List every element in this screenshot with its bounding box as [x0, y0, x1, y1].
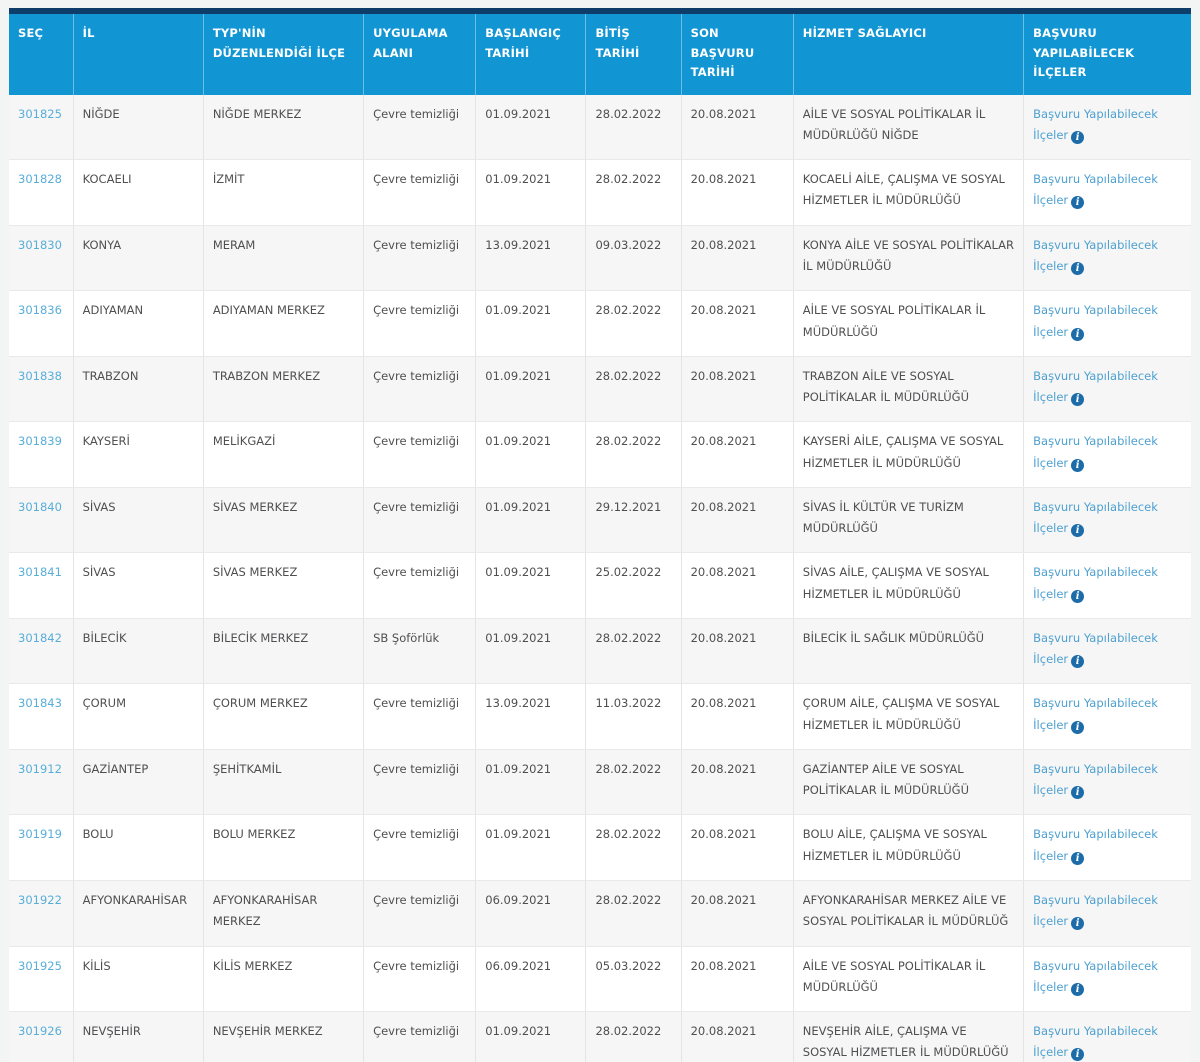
column-header-alan: UYGULAMA ALANI: [364, 14, 476, 95]
column-header-son: SON BAŞVURU TARİHİ: [681, 14, 793, 95]
cell-uygulama-alani: SB Şoförlük: [364, 618, 476, 684]
row-id-link[interactable]: 301925: [18, 958, 62, 973]
cell-hizmet-saglayici: SİVAS İL KÜLTÜR VE TURİZM MÜDÜRLÜĞÜ: [793, 487, 1023, 553]
info-icon: i: [1071, 852, 1084, 865]
cell-bitis-tarihi: 28.02.2022: [586, 95, 681, 160]
cell-baslangic-tarihi: 01.09.2021: [476, 1012, 586, 1062]
cell-il: KİLİS: [73, 946, 203, 1012]
row-id-link[interactable]: 301842: [18, 630, 62, 645]
column-header-il: İL: [73, 14, 203, 95]
cell-uygulama-alani: Çevre temizliği: [364, 95, 476, 160]
table-row: [9, 749, 1191, 815]
basvuru-yapilabilecek-ilceler-link[interactable]: [1033, 827, 1158, 862]
basvuru-yapilabilecek-ilceler-link[interactable]: [1033, 565, 1158, 600]
cell-baslangic-tarihi: 13.09.2021: [476, 684, 586, 750]
cell-bitis-tarihi: 28.02.2022: [586, 160, 681, 226]
cell-uygulama-alani: Çevre temizliği: [364, 553, 476, 619]
row-id-link[interactable]: 301838: [18, 368, 62, 383]
cell-uygulama-alani: Çevre temizliği: [364, 881, 476, 947]
cell-ilce: SİVAS MERKEZ: [203, 553, 363, 619]
basvuru-link-label: Başvuru Yapılabilecek İlçeler: [1033, 303, 1158, 339]
cell-son-basvuru-tarihi: 20.08.2021: [681, 291, 793, 357]
cell-ilce: KİLİS MERKEZ: [203, 946, 363, 1012]
cell-bitis-tarihi: 28.02.2022: [586, 881, 681, 947]
cell-ilce: BOLU MERKEZ: [203, 815, 363, 881]
cell-hizmet-saglayici: KAYSERİ AİLE, ÇALIŞMA VE SOSYAL HİZMETLER İL MÜDÜRLÜĞÜ: [793, 422, 1023, 488]
info-icon: i: [1071, 655, 1084, 668]
cell-baslangic-tarihi: 01.09.2021: [476, 487, 586, 553]
info-icon: i: [1071, 459, 1084, 472]
basvuru-link-label: Başvuru Yapılabilecek İlçeler: [1033, 958, 1158, 994]
cell-il: BİLECİK: [73, 618, 203, 684]
cell-il: TRABZON: [73, 356, 203, 422]
cell-son-basvuru-tarihi: 20.08.2021: [681, 749, 793, 815]
cell-ilce: ŞEHİTKAMİL: [203, 749, 363, 815]
cell-son-basvuru-tarihi: 20.08.2021: [681, 422, 793, 488]
info-icon: i: [1071, 721, 1084, 734]
cell-uygulama-alani: Çevre temizliği: [364, 1012, 476, 1062]
cell-son-basvuru-tarihi: 20.08.2021: [681, 618, 793, 684]
cell-hizmet-saglayici: KONYA AİLE VE SOSYAL POLİTİKALAR İL MÜDÜRLÜĞÜ: [793, 225, 1023, 291]
column-header-baslangic: BAŞLANGIÇ TARİHİ: [476, 14, 586, 95]
cell-bitis-tarihi: 28.02.2022: [586, 815, 681, 881]
cell-bitis-tarihi: 28.02.2022: [586, 618, 681, 684]
cell-bitis-tarihi: 28.02.2022: [586, 1012, 681, 1062]
cell-baslangic-tarihi: 01.09.2021: [476, 749, 586, 815]
cell-hizmet-saglayici: TRABZON AİLE VE SOSYAL POLİTİKALAR İL MÜDÜRLÜĞÜ: [793, 356, 1023, 422]
info-icon: i: [1071, 590, 1084, 603]
cell-bitis-tarihi: 05.03.2022: [586, 946, 681, 1012]
row-id-link[interactable]: 301825: [18, 106, 62, 121]
cell-uygulama-alani: Çevre temizliği: [364, 160, 476, 226]
cell-il: ADIYAMAN: [73, 291, 203, 357]
cell-bitis-tarihi: 28.02.2022: [586, 356, 681, 422]
row-id-link[interactable]: 301836: [18, 303, 62, 318]
basvuru-link-label: Başvuru Yapılabilecek İlçeler: [1033, 696, 1158, 732]
info-icon: i: [1071, 786, 1084, 799]
cell-hizmet-saglayici: GAZİANTEP AİLE VE SOSYAL POLİTİKALAR İL MÜDÜRLÜĞÜ: [793, 749, 1023, 815]
basvuru-yapilabilecek-ilceler-link[interactable]: [1033, 500, 1158, 535]
cell-baslangic-tarihi: 01.09.2021: [476, 618, 586, 684]
cell-bitis-tarihi: 25.02.2022: [586, 553, 681, 619]
cell-son-basvuru-tarihi: 20.08.2021: [681, 946, 793, 1012]
table-header: [9, 14, 1191, 95]
basvuru-link-label: Başvuru Yapılabilecek İlçeler: [1033, 172, 1158, 208]
cell-il: AFYONKARAHİSAR: [73, 881, 203, 947]
cell-baslangic-tarihi: 01.09.2021: [476, 356, 586, 422]
cell-uygulama-alani: Çevre temizliği: [364, 815, 476, 881]
basvuru-link-label: Başvuru Yapılabilecek İlçeler: [1033, 106, 1158, 142]
cell-ilce: NEVŞEHİR MERKEZ: [203, 1012, 363, 1062]
table-row: [9, 356, 1191, 422]
cell-hizmet-saglayici: ÇORUM AİLE, ÇALIŞMA VE SOSYAL HİZMETLER İL MÜDÜRLÜĞÜ: [793, 684, 1023, 750]
cell-son-basvuru-tarihi: 20.08.2021: [681, 225, 793, 291]
info-icon: i: [1071, 262, 1084, 275]
basvuru-yapilabilecek-ilceler-link[interactable]: [1033, 172, 1158, 207]
cell-hizmet-saglayici: AİLE VE SOSYAL POLİTİKALAR İL MÜDÜRLÜĞÜ: [793, 291, 1023, 357]
table-row: [9, 881, 1191, 947]
cell-son-basvuru-tarihi: 20.08.2021: [681, 160, 793, 226]
cell-uygulama-alani: Çevre temizliği: [364, 356, 476, 422]
table-row: [9, 618, 1191, 684]
row-id-link[interactable]: 301926: [18, 1024, 62, 1039]
cell-bitis-tarihi: 09.03.2022: [586, 225, 681, 291]
column-header-sec: SEÇ: [9, 14, 73, 95]
info-icon: i: [1071, 328, 1084, 341]
cell-ilce: BİLECİK MERKEZ: [203, 618, 363, 684]
cell-son-basvuru-tarihi: 20.08.2021: [681, 881, 793, 947]
cell-il: GAZİANTEP: [73, 749, 203, 815]
basvuru-yapilabilecek-ilceler-link[interactable]: [1033, 696, 1158, 731]
basvuru-link-label: Başvuru Yapılabilecek İlçeler: [1033, 237, 1158, 273]
basvuru-yapilabilecek-ilceler-link[interactable]: [1033, 369, 1158, 404]
cell-baslangic-tarihi: 01.09.2021: [476, 553, 586, 619]
table-row: [9, 422, 1191, 488]
table-row: [9, 553, 1191, 619]
table-row: [9, 291, 1191, 357]
cell-baslangic-tarihi: 06.09.2021: [476, 881, 586, 947]
cell-ilce: SİVAS MERKEZ: [203, 487, 363, 553]
cell-son-basvuru-tarihi: 20.08.2021: [681, 684, 793, 750]
row-id-link[interactable]: 301922: [18, 893, 62, 908]
cell-uygulama-alani: Çevre temizliği: [364, 946, 476, 1012]
basvuru-yapilabilecek-ilceler-link[interactable]: [1033, 238, 1158, 273]
cell-hizmet-saglayici: AFYONKARAHİSAR MERKEZ AİLE VE SOSYAL POLİTİKALAR İL MÜDÜRLÜĞ: [793, 881, 1023, 947]
basvuru-link-label: Başvuru Yapılabilecek İlçeler: [1033, 565, 1158, 601]
info-icon: i: [1071, 917, 1084, 930]
cell-son-basvuru-tarihi: 20.08.2021: [681, 95, 793, 160]
cell-son-basvuru-tarihi: 20.08.2021: [681, 356, 793, 422]
cell-il: KAYSERİ: [73, 422, 203, 488]
basvuru-yapilabilecek-ilceler-link[interactable]: [1033, 1024, 1158, 1059]
cell-ilce: ADIYAMAN MERKEZ: [203, 291, 363, 357]
cell-il: KOCAELI: [73, 160, 203, 226]
basvuru-link-label: Başvuru Yapılabilecek İlçeler: [1033, 827, 1158, 863]
cell-hizmet-saglayici: SİVAS AİLE, ÇALIŞMA VE SOSYAL HİZMETLER İL MÜDÜRLÜĞÜ: [793, 553, 1023, 619]
cell-son-basvuru-tarihi: 20.08.2021: [681, 487, 793, 553]
cell-il: SİVAS: [73, 553, 203, 619]
table-row: [9, 487, 1191, 553]
cell-baslangic-tarihi: 01.09.2021: [476, 815, 586, 881]
cell-son-basvuru-tarihi: 20.08.2021: [681, 1012, 793, 1062]
basvuru-link-label: Başvuru Yapılabilecek İlçeler: [1033, 893, 1158, 929]
row-id-link[interactable]: 301830: [18, 237, 62, 252]
cell-ilce: ÇORUM MERKEZ: [203, 684, 363, 750]
table-row: [9, 160, 1191, 226]
cell-ilce: TRABZON MERKEZ: [203, 356, 363, 422]
cell-uygulama-alani: Çevre temizliği: [364, 291, 476, 357]
cell-baslangic-tarihi: 01.09.2021: [476, 422, 586, 488]
table-row: [9, 815, 1191, 881]
basvuru-link-label: Başvuru Yapılabilecek İlçeler: [1033, 630, 1158, 667]
cell-uygulama-alani: Çevre temizliği: [364, 422, 476, 488]
cell-baslangic-tarihi: 01.09.2021: [476, 160, 586, 226]
table-row: [9, 95, 1191, 160]
cell-hizmet-saglayici: AİLE VE SOSYAL POLİTİKALAR İL MÜDÜRLÜĞÜ: [793, 946, 1023, 1012]
column-header-saglayici: HİZMET SAĞLAYICI: [793, 14, 1023, 95]
row-id-link[interactable]: 301839: [18, 434, 62, 449]
basvuru-yapilabilecek-ilceler-link[interactable]: [1033, 631, 1158, 666]
cell-ilce: AFYONKARAHİSAR MERKEZ: [203, 881, 363, 947]
cell-il: NİĞDE: [73, 95, 203, 160]
cell-ilce: NİĞDE MERKEZ: [203, 95, 363, 160]
row-id-link[interactable]: 301828: [18, 172, 62, 187]
table-row: [9, 225, 1191, 291]
cell-baslangic-tarihi: 01.09.2021: [476, 95, 586, 160]
cell-il: KONYA: [73, 225, 203, 291]
cell-son-basvuru-tarihi: 20.08.2021: [681, 815, 793, 881]
cell-bitis-tarihi: 28.02.2022: [586, 291, 681, 357]
cell-il: NEVŞEHİR: [73, 1012, 203, 1062]
row-id-link[interactable]: 301840: [18, 499, 62, 514]
cell-baslangic-tarihi: 01.09.2021: [476, 291, 586, 357]
cell-uygulama-alani: Çevre temizliği: [364, 225, 476, 291]
cell-hizmet-saglayici: BİLECİK İL SAĞLIK MÜDÜRLÜĞÜ: [793, 618, 1023, 684]
column-header-ilce: TYP'NİN DÜZENLENDİĞİ İLÇE: [203, 14, 363, 95]
basvuru-yapilabilecek-ilceler-link[interactable]: [1033, 107, 1158, 142]
cell-il: ÇORUM: [73, 684, 203, 750]
cell-hizmet-saglayici: BOLU AİLE, ÇALIŞMA VE SOSYAL HİZMETLER İL MÜDÜRLÜĞÜ: [793, 815, 1023, 881]
basvuru-yapilabilecek-ilceler-link[interactable]: [1033, 893, 1158, 928]
cell-bitis-tarihi: 11.03.2022: [586, 684, 681, 750]
cell-baslangic-tarihi: 06.09.2021: [476, 946, 586, 1012]
cell-uygulama-alani: Çevre temizliği: [364, 684, 476, 750]
row-id-link[interactable]: 301843: [18, 696, 62, 711]
basvuru-yapilabilecek-ilceler-link[interactable]: [1033, 959, 1158, 994]
row-id-link[interactable]: 301841: [18, 565, 62, 580]
info-icon: i: [1071, 131, 1084, 144]
cell-il: BOLU: [73, 815, 203, 881]
basvuru-link-label: Başvuru Yapılabilecek İlçeler: [1033, 761, 1158, 798]
basvuru-link-label: Başvuru Yapılabilecek İlçeler: [1033, 499, 1158, 536]
cell-bitis-tarihi: 28.02.2022: [586, 749, 681, 815]
info-icon: i: [1071, 524, 1084, 537]
typ-program-table-container: [9, 8, 1191, 1062]
basvuru-link-label: Başvuru Yapılabilecek İlçeler: [1033, 1024, 1158, 1060]
info-icon: i: [1071, 983, 1084, 996]
cell-bitis-tarihi: 29.12.2021: [586, 487, 681, 553]
basvuru-yapilabilecek-ilceler-link[interactable]: [1033, 434, 1158, 469]
info-icon: i: [1071, 196, 1084, 209]
cell-uygulama-alani: Çevre temizliği: [364, 749, 476, 815]
cell-ilce: MELİKGAZİ: [203, 422, 363, 488]
cell-hizmet-saglayici: NEVŞEHİR AİLE, ÇALIŞMA VE SOSYAL HİZMETLER İL MÜDÜRLÜĞÜ: [793, 1012, 1023, 1062]
cell-hizmet-saglayici: KOCAELİ AİLE, ÇALIŞMA VE SOSYAL HİZMETLER İL MÜDÜRLÜĞÜ: [793, 160, 1023, 226]
basvuru-yapilabilecek-ilceler-link[interactable]: [1033, 762, 1158, 797]
table-row: [9, 684, 1191, 750]
column-header-basvuru: BAŞVURU YAPILABİLECEK İLÇELER: [1024, 14, 1191, 95]
typ-program-table: [9, 14, 1191, 1062]
table-row: [9, 1012, 1191, 1062]
row-id-link[interactable]: 301919: [18, 827, 62, 842]
cell-uygulama-alani: Çevre temizliği: [364, 487, 476, 553]
cell-ilce: MERAM: [203, 225, 363, 291]
cell-baslangic-tarihi: 13.09.2021: [476, 225, 586, 291]
info-icon: i: [1071, 1048, 1084, 1061]
cell-ilce: İZMİT: [203, 160, 363, 226]
row-id-link[interactable]: 301912: [18, 761, 62, 776]
column-header-bitis: BİTİŞ TARİHİ: [586, 14, 681, 95]
table-row: [9, 946, 1191, 1012]
cell-bitis-tarihi: 28.02.2022: [586, 422, 681, 488]
cell-hizmet-saglayici: AİLE VE SOSYAL POLİTİKALAR İL MÜDÜRLÜĞÜ NİĞDE: [793, 95, 1023, 160]
basvuru-link-label: Başvuru Yapılabilecek İlçeler: [1033, 434, 1158, 470]
cell-il: SİVAS: [73, 487, 203, 553]
basvuru-link-label: Başvuru Yapılabilecek İlçeler: [1033, 368, 1158, 405]
basvuru-yapilabilecek-ilceler-link[interactable]: [1033, 303, 1158, 338]
info-icon: i: [1071, 393, 1084, 406]
cell-son-basvuru-tarihi: 20.08.2021: [681, 553, 793, 619]
